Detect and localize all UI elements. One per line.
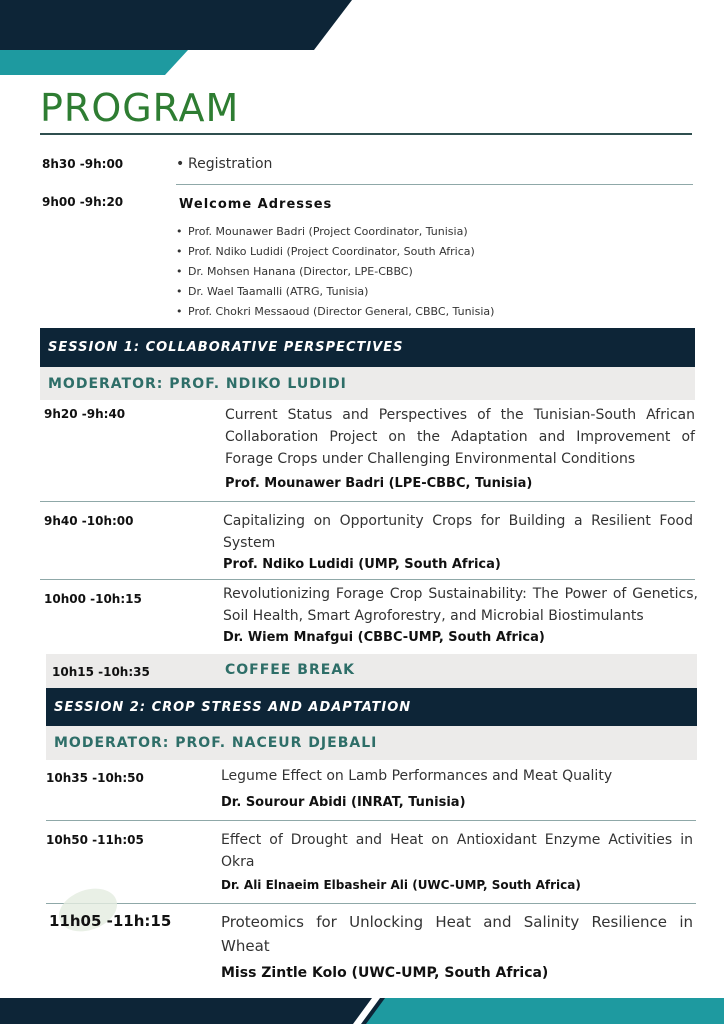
talk-time: 11h05 -11h:15 (49, 912, 172, 930)
welcome-list (176, 222, 494, 322)
welcome-item: • Prof. Chokri Messaoud (Director General, CBBC, Tunisia) (176, 302, 494, 322)
page-title: PROGRAM (40, 86, 240, 130)
registration-item: • Registration (176, 153, 272, 175)
talk-time: 9h20 -9h:40 (44, 407, 126, 421)
divider (46, 903, 696, 904)
talk-speaker: Prof. Mounawer Badri (LPE-CBBC, Tunisia) (225, 476, 533, 491)
talk-title: Capitalizing on Opportunity Crops for Building a Resilient Food System (223, 513, 693, 551)
talk-title: Proteomics for Unlocking Heat and Salinity Resilience in Wheat (221, 913, 693, 955)
registration-list (176, 153, 272, 175)
divider (46, 820, 696, 821)
session2-moderator: MODERATOR: PROF. NACEUR DJEBALI (54, 735, 378, 751)
registration-time: 8h30 -9h:00 (42, 157, 124, 171)
header-decoration (0, 0, 724, 80)
talk-title: Legume Effect on Lamb Performances and Meat Quality (221, 768, 613, 784)
welcome-time: 9h00 -9h:20 (42, 195, 124, 209)
coffee-time: 10h15 -10h:35 (52, 665, 150, 679)
divider (176, 184, 693, 185)
talk-title: Effect of Drought and Heat on Antioxidant Enzyme Activities in Okra (221, 832, 693, 870)
divider (40, 579, 695, 580)
talk-speaker: Dr. Sourour Abidi (INRAT, Tunisia) (221, 795, 466, 810)
talk-speaker: Prof. Ndiko Ludidi (UMP, South Africa) (223, 557, 501, 572)
title-underline (40, 133, 692, 135)
talk-time: 10h00 -10h:15 (44, 592, 142, 606)
welcome-item: • Dr. Mohsen Hanana (Director, LPE-CBBC) (176, 262, 494, 282)
footer-decoration (0, 998, 724, 1024)
coffee-label: COFFEE BREAK (225, 662, 356, 678)
talk-title: Revolutionizing Forage Crop Sustainability: The Power of Genetics, Soil Health, Smart Agroforestry, and Microbial Biostimulants (223, 586, 698, 624)
divider (40, 501, 695, 502)
session2-moderator-bar (46, 726, 697, 760)
talk-speaker: Dr. Wiem Mnafgui (CBBC-UMP, South Africa) (223, 630, 545, 645)
talk-time: 9h40 -10h:00 (44, 514, 134, 528)
talk-speaker: Dr. Ali Elnaeim Elbasheir Ali (UWC-UMP, South Africa) (221, 878, 581, 892)
talk-speaker: Miss Zintle Kolo (UWC-UMP, South Africa) (221, 965, 549, 981)
session1-title: SESSION 1: COLLABORATIVE PERSPECTIVES (48, 340, 404, 355)
talk-title: Current Status and Perspectives of the Tunisian-South African Collaboration Project on the Adaptation and Improvement of Forage Crops under Challenging Environmental Conditions (225, 407, 695, 467)
welcome-heading: Welcome Adresses (179, 197, 333, 212)
talk-time: 10h50 -11h:05 (46, 833, 144, 847)
leaf-decoration (44, 880, 124, 940)
talk-time: 10h35 -10h:50 (46, 771, 144, 785)
session1-banner (40, 328, 695, 367)
welcome-item: • Dr. Wael Taamalli (ATRG, Tunisia) (176, 282, 494, 302)
session2-banner (46, 688, 697, 726)
session1-moderator-bar (40, 367, 695, 400)
session2-title: SESSION 2: CROP STRESS AND ADAPTATION (54, 699, 412, 715)
welcome-item: • Prof. Ndiko Ludidi (Project Coordinator, South Africa) (176, 242, 494, 262)
session1-moderator: MODERATOR: PROF. NDIKO LUDIDI (48, 375, 347, 392)
welcome-item: • Prof. Mounawer Badri (Project Coordinator, Tunisia) (176, 222, 494, 242)
